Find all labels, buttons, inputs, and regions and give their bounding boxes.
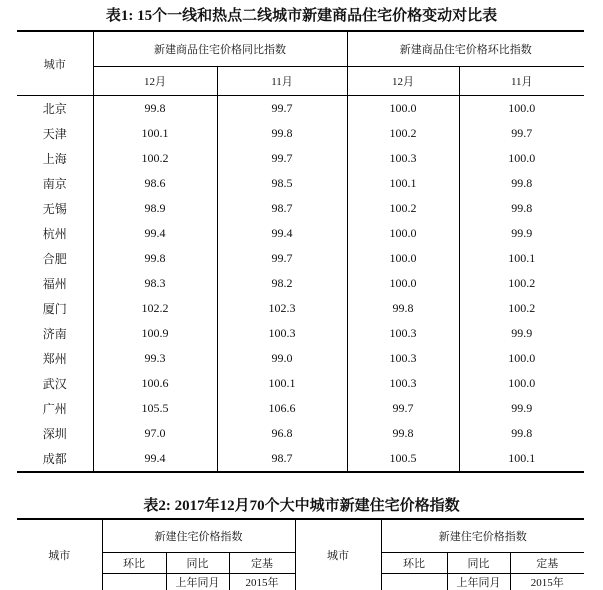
index-cell: 99.7 [459, 121, 584, 146]
index-cell: 100.3 [347, 371, 459, 396]
table-row [17, 321, 584, 346]
index-cell: 99.8 [459, 196, 584, 221]
index-cell: 100.0 [459, 371, 584, 396]
index-cell: 100.0 [347, 96, 459, 122]
index-cell: 100.0 [459, 346, 584, 371]
table-row [17, 371, 584, 396]
city-cell: 广州 [17, 396, 93, 421]
index-cell: 100.2 [459, 296, 584, 321]
city-cell: 南京 [17, 171, 93, 196]
month-header: 11月 [459, 67, 584, 96]
index-cell: 102.2 [93, 296, 217, 321]
index-cell: 100.0 [347, 246, 459, 271]
month-header: 12月 [347, 67, 459, 96]
index-cell: 100.0 [459, 146, 584, 171]
index-cell: 100.3 [347, 346, 459, 371]
index-cell: 100.1 [217, 371, 347, 396]
index-cell: 100.2 [93, 146, 217, 171]
city-cell: 深圳 [17, 421, 93, 446]
city-cell: 厦门 [17, 296, 93, 321]
index-cell: 98.5 [217, 171, 347, 196]
table-row [17, 221, 584, 246]
table-row [17, 446, 584, 472]
table-row [17, 246, 584, 271]
index-cell: 99.9 [459, 321, 584, 346]
index-cell: 100.1 [459, 446, 584, 472]
index-cell: 100.0 [347, 271, 459, 296]
index-cell: 98.6 [93, 171, 217, 196]
index-cell: 99.4 [93, 221, 217, 246]
index-cell: 99.7 [217, 146, 347, 171]
index-cell: 99.4 [93, 446, 217, 472]
month-header: 12月 [93, 67, 217, 96]
index-cell: 99.7 [217, 96, 347, 122]
index-cell: 100.5 [347, 446, 459, 472]
index-cell: 100.6 [93, 371, 217, 396]
city-cell: 无锡 [17, 196, 93, 221]
table2-sub-header: 环比 [381, 553, 447, 574]
index-cell: 98.7 [217, 196, 347, 221]
index-cell: 98.2 [217, 271, 347, 296]
city-cell: 济南 [17, 321, 93, 346]
table-row [17, 296, 584, 321]
city-cell: 合肥 [17, 246, 93, 271]
index-cell: 99.3 [93, 346, 217, 371]
index-cell: 99.8 [347, 296, 459, 321]
city-column-header: 城市 [17, 31, 93, 96]
index-cell: 100.0 [347, 221, 459, 246]
city-cell: 北京 [17, 96, 93, 122]
table2-sub2-header: 2015年 [229, 574, 295, 590]
index-cell: 99.7 [347, 396, 459, 421]
index-cell: 100.1 [347, 171, 459, 196]
table2-sub2-header [381, 574, 447, 590]
index-cell: 99.0 [217, 346, 347, 371]
index-cell: 98.3 [93, 271, 217, 296]
index-cell: 98.7 [217, 446, 347, 472]
index-cell: 100.1 [93, 121, 217, 146]
index-cell: 100.3 [347, 321, 459, 346]
table1-title: 表1: 15个一线和热点二线城市新建商品住宅价格变动对比表 [0, 4, 603, 25]
city-cell: 天津 [17, 121, 93, 146]
table-row [17, 396, 584, 421]
index-cell: 99.4 [217, 221, 347, 246]
table2-sub2-header: 上年同月 [447, 574, 510, 590]
price-comparison-table [17, 30, 584, 473]
table-row [17, 146, 584, 171]
table1-month-row [17, 67, 584, 96]
mom-index-header: 新建商品住宅价格环比指数 [347, 31, 584, 67]
table2-city-header-left: 城市 [17, 519, 102, 590]
table2-group-header-left: 新建住宅价格指数 [102, 519, 295, 553]
index-cell: 99.8 [217, 121, 347, 146]
index-cell: 99.8 [347, 421, 459, 446]
city-cell: 武汉 [17, 371, 93, 396]
table-row [17, 171, 584, 196]
table-row [17, 271, 584, 296]
seventy-cities-table [17, 518, 584, 590]
table2-sub-header: 环比 [102, 553, 166, 574]
city-cell: 郑州 [17, 346, 93, 371]
index-cell: 102.3 [217, 296, 347, 321]
month-header: 11月 [217, 67, 347, 96]
table2-city-header-right: 城市 [295, 519, 381, 590]
index-cell: 100.3 [347, 146, 459, 171]
table2-sub-header: 定基 [510, 553, 584, 574]
index-cell: 106.6 [217, 396, 347, 421]
table2-group-header-right: 新建住宅价格指数 [381, 519, 584, 553]
index-cell: 99.9 [459, 221, 584, 246]
index-cell: 99.9 [459, 396, 584, 421]
index-cell: 99.7 [217, 246, 347, 271]
table1-header-row [17, 31, 584, 67]
index-cell: 99.8 [459, 171, 584, 196]
table2-sub-header: 同比 [447, 553, 510, 574]
table-row [17, 96, 584, 122]
table-row [17, 346, 584, 371]
table2-sub2-header: 上年同月 [166, 574, 229, 590]
index-cell: 98.9 [93, 196, 217, 221]
table-row [17, 121, 584, 146]
index-cell: 100.0 [459, 96, 584, 122]
index-cell: 105.5 [93, 396, 217, 421]
table2-sub2-header: 2015年 [510, 574, 584, 590]
index-cell: 99.8 [459, 421, 584, 446]
table2-sub-header: 定基 [229, 553, 295, 574]
index-cell: 99.8 [93, 96, 217, 122]
city-cell: 福州 [17, 271, 93, 296]
table-row [17, 196, 584, 221]
table2-sub2-header [102, 574, 166, 590]
table2-sub-header: 同比 [166, 553, 229, 574]
index-cell: 100.1 [459, 246, 584, 271]
index-cell: 100.3 [217, 321, 347, 346]
index-cell: 99.8 [93, 246, 217, 271]
index-cell: 100.2 [347, 196, 459, 221]
table-row [17, 421, 584, 446]
table2-title: 表2: 2017年12月70个大中城市新建住宅价格指数 [0, 494, 603, 515]
index-cell: 97.0 [93, 421, 217, 446]
index-cell: 96.8 [217, 421, 347, 446]
index-cell: 100.2 [459, 271, 584, 296]
city-cell: 成都 [17, 446, 93, 472]
yoy-index-header: 新建商品住宅价格同比指数 [93, 31, 347, 67]
index-cell: 100.9 [93, 321, 217, 346]
index-cell: 100.2 [347, 121, 459, 146]
city-cell: 杭州 [17, 221, 93, 246]
city-cell: 上海 [17, 146, 93, 171]
